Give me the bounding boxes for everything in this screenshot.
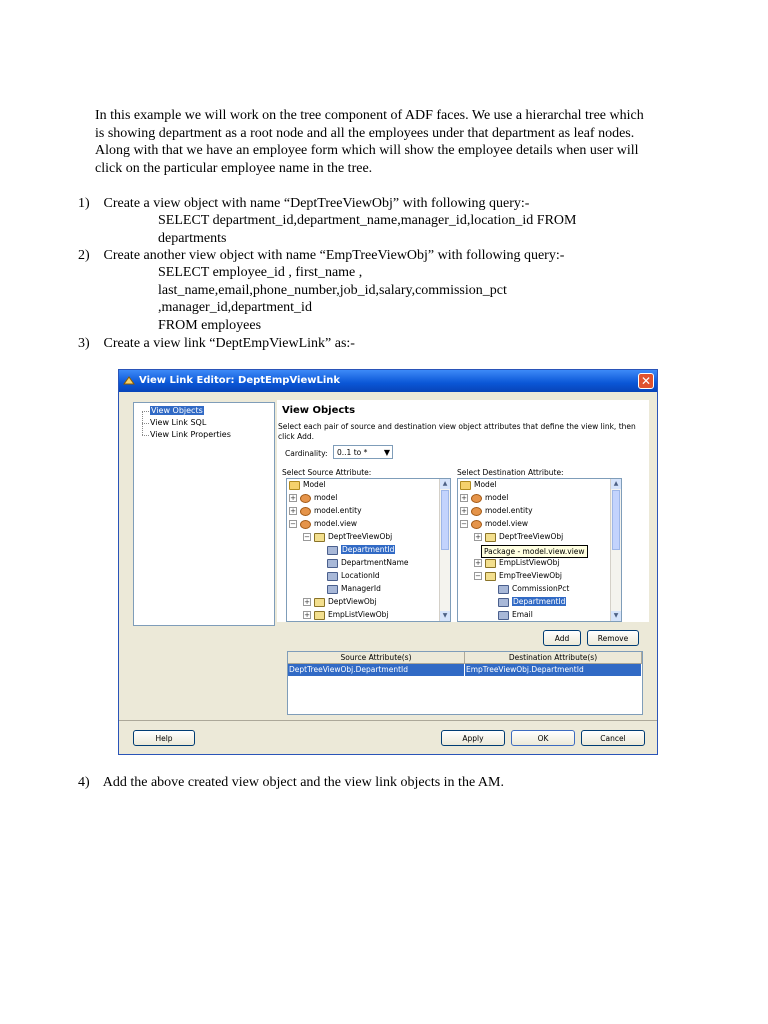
source-attribute-label: Select Source Attribute: [282,468,372,477]
expand-icon[interactable]: + [304,611,310,619]
tree-node-label: DepartmentId [513,597,566,606]
panel-heading: View Objects [282,405,356,416]
help-button[interactable]: Help [133,730,195,746]
scroll-thumb[interactable] [612,490,620,550]
tree-node-label: model [314,493,338,502]
tree-node[interactable] [474,570,562,582]
tree-node-label: LocationId [341,571,380,580]
collapse-icon[interactable]: − [304,533,310,541]
step-number: 2) [78,248,90,263]
collapse-icon[interactable]: − [475,572,481,580]
step-number: 3) [78,336,90,351]
tree-node[interactable] [327,583,381,595]
tree-node-label: EmpListViewObj [328,610,389,619]
panel-description: Select each pair of source and destination view object attributes that define the view link, then click Add. [278,422,636,441]
step-1-query-line-1: SELECT department_id,department_name,manager_id,location_id FROM [158,213,577,228]
ok-button[interactable]: OK [511,730,575,746]
folder-icon [460,481,471,490]
tree-node[interactable] [289,518,357,530]
step-1-query-line-2: departments [158,231,227,246]
nav-connector [142,435,149,436]
tree-node[interactable] [303,609,388,621]
step-2-query-line-3: ,manager_id,department_id [158,300,312,315]
step-text: Create another view object with name “EmpTreeViewObj” with following query:- [103,248,565,263]
attribute-icon [327,546,338,555]
jdeveloper-icon [123,375,135,387]
chevron-down-icon: ▼ [383,448,390,457]
tree-node[interactable] [289,492,337,504]
package-icon [300,494,311,503]
package-icon [471,507,482,516]
divider [119,720,657,721]
tree-node[interactable] [474,557,559,569]
attribute-icon [498,611,509,620]
scroll-up-icon[interactable]: ▲ [440,479,450,489]
nav-item-view-link-properties[interactable]: View Link Properties [150,430,231,439]
source-tree-scrollbar[interactable] [439,479,450,621]
nav-tree [133,402,275,626]
tree-node-label: DepartmentName [341,558,409,567]
step-number: 1) [78,196,90,211]
tree-node-label: DeptTreeViewObj [499,532,564,541]
source-attribute-tree[interactable] [286,478,451,622]
tree-node[interactable] [303,531,392,543]
tree-node-label: ManagerId [341,584,381,593]
tree-node-label: model.view [485,519,529,528]
view-link-editor-dialog [118,369,658,755]
table-cell-destination[interactable]: EmpTreeViewObj.DepartmentId [465,664,642,676]
tree-node[interactable] [303,596,377,608]
collapse-icon[interactable]: − [290,520,296,528]
tree-node-label: model.entity [314,506,362,515]
tree-node-label: Model [474,480,497,489]
attribute-icon [327,585,338,594]
apply-button[interactable]: Apply [441,730,505,746]
nav-connector [142,423,149,424]
scroll-down-icon[interactable]: ▼ [440,611,450,621]
tree-node[interactable] [460,492,508,504]
scroll-thumb[interactable] [441,490,449,550]
step-4 [78,774,504,792]
attribute-icon [498,585,509,594]
tree-node-label: DeptViewObj [328,597,377,606]
package-icon [471,520,482,529]
tree-node-label: model [485,493,509,502]
step-text: Add the above created view object and the view link objects in the AM. [102,775,504,790]
step-2-query-line-2: last_name,email,phone_number,job_id,salary,commission_pct [158,283,507,298]
tree-node-label: Model [303,480,326,489]
tree-node[interactable] [289,479,326,491]
close-button[interactable]: ✕ [638,373,654,389]
step-2-query-line-4: FROM employees [158,318,262,333]
attribute-icon [327,572,338,581]
expand-icon[interactable]: + [290,507,296,515]
cardinality-value: 0..1 to * [337,448,368,457]
folder-icon [289,481,300,490]
tree-node[interactable] [460,518,528,530]
scroll-down-icon[interactable]: ▼ [611,611,621,621]
attribute-icon [327,559,338,568]
step-3 [78,335,355,353]
view-object-icon [314,611,325,620]
expand-icon[interactable]: + [290,494,296,502]
step-2-query-line-1: SELECT employee_id , first_name , [158,265,363,280]
column-header-source[interactable]: Source Attribute(s) [288,652,465,664]
tree-node[interactable] [498,609,533,621]
step-number: 4) [78,775,90,790]
table-cell-source[interactable]: DeptTreeViewObj.DepartmentId [288,664,465,676]
tree-node-label: Email [512,610,533,619]
add-button[interactable]: Add [543,630,581,646]
package-icon [471,494,482,503]
destination-tree-scrollbar[interactable] [610,479,621,621]
expand-icon[interactable]: + [475,559,481,567]
tree-node-label: CommissionPct [512,584,570,593]
tree-node[interactable] [498,583,569,595]
expand-icon[interactable]: + [475,533,481,541]
package-icon [300,507,311,516]
scroll-up-icon[interactable]: ▲ [611,479,621,489]
nav-item-view-objects[interactable]: View Objects [151,406,203,415]
nav-item-view-link-sql[interactable]: View Link SQL [150,418,207,427]
tree-node-label: model.entity [485,506,533,515]
tree-node-label: DepartmentId [342,545,395,554]
dialog-titlebar [119,370,657,392]
collapse-icon[interactable]: − [461,520,467,528]
view-object-icon [485,559,496,568]
destination-attribute-label: Select Destination Attribute: [457,468,564,477]
view-object-icon [314,598,325,607]
step-text: Create a view link “DeptEmpViewLink” as:- [103,336,355,351]
tree-node-label: EmpListViewObj [499,558,560,567]
tree-node-label: DeptTreeViewObj [328,532,393,541]
expand-icon[interactable]: + [304,598,310,606]
view-object-icon [314,533,325,542]
tree-node[interactable] [460,505,533,517]
expand-icon[interactable]: + [461,507,467,515]
tree-node[interactable] [327,570,380,582]
package-icon [300,520,311,529]
tree-node[interactable] [289,505,362,517]
step-text: Create a view object with name “DeptTreeViewObj” with following query:- [103,196,530,211]
tree-node[interactable] [498,596,566,608]
expand-icon[interactable]: + [461,494,467,502]
dialog-title: View Link Editor: DeptEmpViewLink [139,375,341,386]
tree-node[interactable] [327,557,409,569]
intro-paragraph: In this example we will work on the tree component of ADF faces. We use a hierarchal tree which is showing department as a root node and all the employees under that department as leaf nodes. Along with that we have an employee form which will show the employee details when user will click on the particular employee name in the tree. [95,108,644,176]
tree-node-label: model.view [314,519,358,528]
tree-node[interactable] [327,544,395,556]
tree-node-label: EmpTreeViewObj [499,571,562,580]
view-object-icon [485,533,496,542]
attribute-icon [498,598,509,607]
attribute-pairs-table[interactable] [287,651,643,715]
step-1 [78,195,529,213]
nav-connector [142,411,149,412]
step-2 [78,247,564,265]
column-header-destination[interactable]: Destination Attribute(s) [465,652,642,664]
tree-node[interactable] [474,531,563,543]
remove-button[interactable]: Remove [587,630,639,646]
view-object-icon [485,572,496,581]
package-tooltip: Package - model.view.view [481,545,588,558]
cancel-button[interactable]: Cancel [581,730,645,746]
tree-node[interactable] [460,479,497,491]
cardinality-label: Cardinality: [285,449,328,458]
cardinality-select[interactable] [333,445,393,459]
